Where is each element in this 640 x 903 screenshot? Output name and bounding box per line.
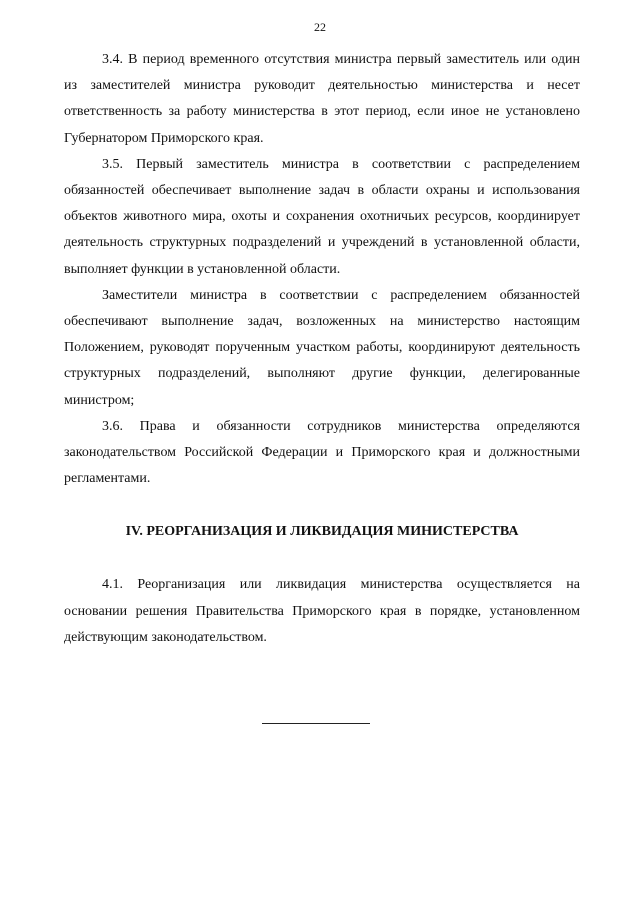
paragraph-3-5: 3.5. Первый заместитель министра в соответствии с распределением обязанностей обеспечивает выполнение задач в области охраны и использования объектов животного мира, охоты и сохранения охотничьих ресурсов, координирует деятельность структурных подразделений и учреждений в установленной области, выполняет функции в установленной области. bbox=[64, 156, 580, 277]
end-rule-divider bbox=[262, 723, 370, 724]
paragraph-3-6: 3.6. Права и обязанности сотрудников министерства определяются законодательством Российской Федерации и Приморского края и должностными регламентами. bbox=[64, 418, 580, 487]
section-title: IV. РЕОРГАНИЗАЦИЯ И ЛИКВИДАЦИЯ МИНИСТЕРСТВА bbox=[125, 524, 519, 540]
paragraph-deputies: Заместители министра в соответствии с распределением обязанностей обеспечивают выполнение задач, возложенных на министерство настоящим Положением, руководят порученным участком работы, координируют деятельность структурных подразделений, выполняют другие функции, делегированные министром; bbox=[64, 287, 580, 408]
paragraph-3-4: 3.4. В период временного отсутствия министра первый заместитель или один из заместителей министра руководит деятельностью министерства и несет ответственность за работу министерства в этот период, если иное не установлено Губернатором Приморского края. bbox=[64, 52, 580, 146]
paragraph-4-1: 4.1. Реорганизация или ликвидация министерства осуществляется на основании решения Правительства Приморского края в порядке, установленном действующим законодательством. bbox=[64, 577, 580, 645]
document-body bbox=[64, 47, 580, 651]
page-number: 22 bbox=[314, 20, 326, 34]
